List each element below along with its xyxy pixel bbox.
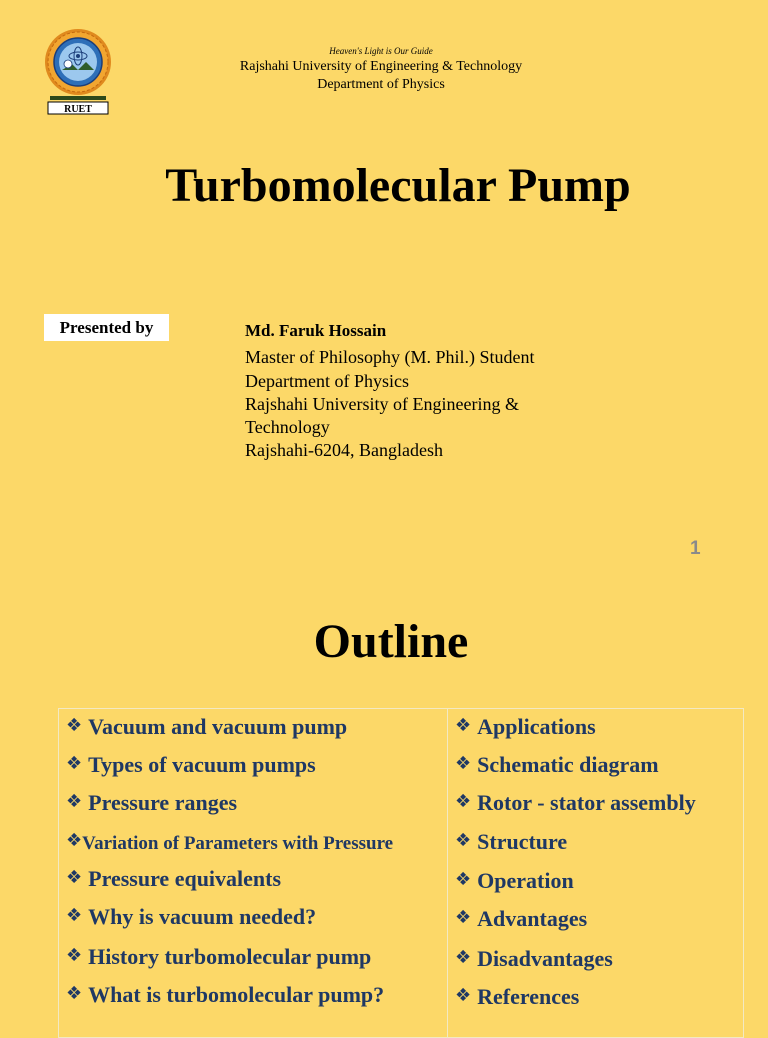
slide-number: 1 xyxy=(690,538,701,559)
presenter-line: Technology xyxy=(245,417,330,438)
logo-text: RUET xyxy=(64,104,92,115)
outline-item: ❖ Pressure equivalents xyxy=(66,863,281,894)
header xyxy=(0,44,768,94)
diamond-bullet-icon: ❖ xyxy=(455,753,472,774)
outline-item: ❖ References xyxy=(455,981,579,1012)
outline-item: ❖ Pressure ranges xyxy=(66,787,237,818)
slide-title: Turbomolecular Pump xyxy=(165,159,631,212)
outline-item: ❖ History turbomolecular pump xyxy=(66,941,371,972)
diamond-bullet-icon: ❖ xyxy=(66,715,83,736)
presenter-details xyxy=(245,319,565,463)
outline-item: ❖ Applications xyxy=(455,711,596,742)
outline-item: ❖ Vacuum and vacuum pump xyxy=(66,711,347,742)
outline-item: ❖ Why is vacuum needed? xyxy=(66,901,316,932)
diamond-bullet-icon: ❖ xyxy=(66,905,83,926)
presenter-line: Rajshahi University of Engineering & xyxy=(245,393,519,414)
outline-item: ❖ Types of vacuum pumps xyxy=(66,749,316,780)
diamond-bullet-icon: ❖ xyxy=(455,869,472,890)
diamond-bullet-icon: ❖ xyxy=(455,715,472,736)
presenter-line: Master of Philosophy (M. Phil.) Student xyxy=(245,347,535,368)
diamond-bullet-icon: ❖ xyxy=(455,791,472,812)
outline-item: ❖ Schematic diagram xyxy=(455,749,659,780)
diamond-bullet-icon: ❖ xyxy=(66,867,83,888)
diamond-bullet-icon: ❖ xyxy=(66,753,83,774)
department-name: Department of Physics xyxy=(317,77,445,92)
motto: Heaven's Light is Our Guide xyxy=(329,46,433,56)
outline-item: ❖ Advantages xyxy=(455,903,587,934)
university-name: Rajshahi University of Engineering & Technology xyxy=(239,59,523,74)
outline-item: ❖ Operation xyxy=(455,865,574,896)
diamond-bullet-icon: ❖ xyxy=(66,791,83,812)
outline-item: ❖ What is turbomolecular pump? xyxy=(66,979,384,1010)
outline-item: ❖ Rotor - stator assembly xyxy=(455,787,696,818)
presenter-name: Md. Faruk Hossain xyxy=(245,321,387,340)
outline-title: Outline xyxy=(313,615,469,668)
outline-column-divider xyxy=(447,708,448,1038)
outline-item: ❖ Disadvantages xyxy=(455,943,613,974)
diamond-bullet-icon: ❖ xyxy=(455,947,472,968)
presented-by-badge: Presented by xyxy=(44,314,169,341)
diamond-bullet-icon: ❖ xyxy=(66,830,83,851)
diamond-bullet-icon: ❖ xyxy=(455,907,472,928)
diamond-bullet-icon: ❖ xyxy=(455,985,472,1006)
presenter-line: Rajshahi-6204, Bangladesh xyxy=(245,440,443,461)
diamond-bullet-icon: ❖ xyxy=(66,945,83,966)
diamond-bullet-icon: ❖ xyxy=(455,830,472,851)
diamond-bullet-icon: ❖ xyxy=(66,983,83,1004)
presenter-line: Department of Physics xyxy=(245,370,409,391)
outline-item: ❖Variation of Parameters with Pressure xyxy=(66,826,393,859)
outline-item: ❖ Structure xyxy=(455,826,567,857)
